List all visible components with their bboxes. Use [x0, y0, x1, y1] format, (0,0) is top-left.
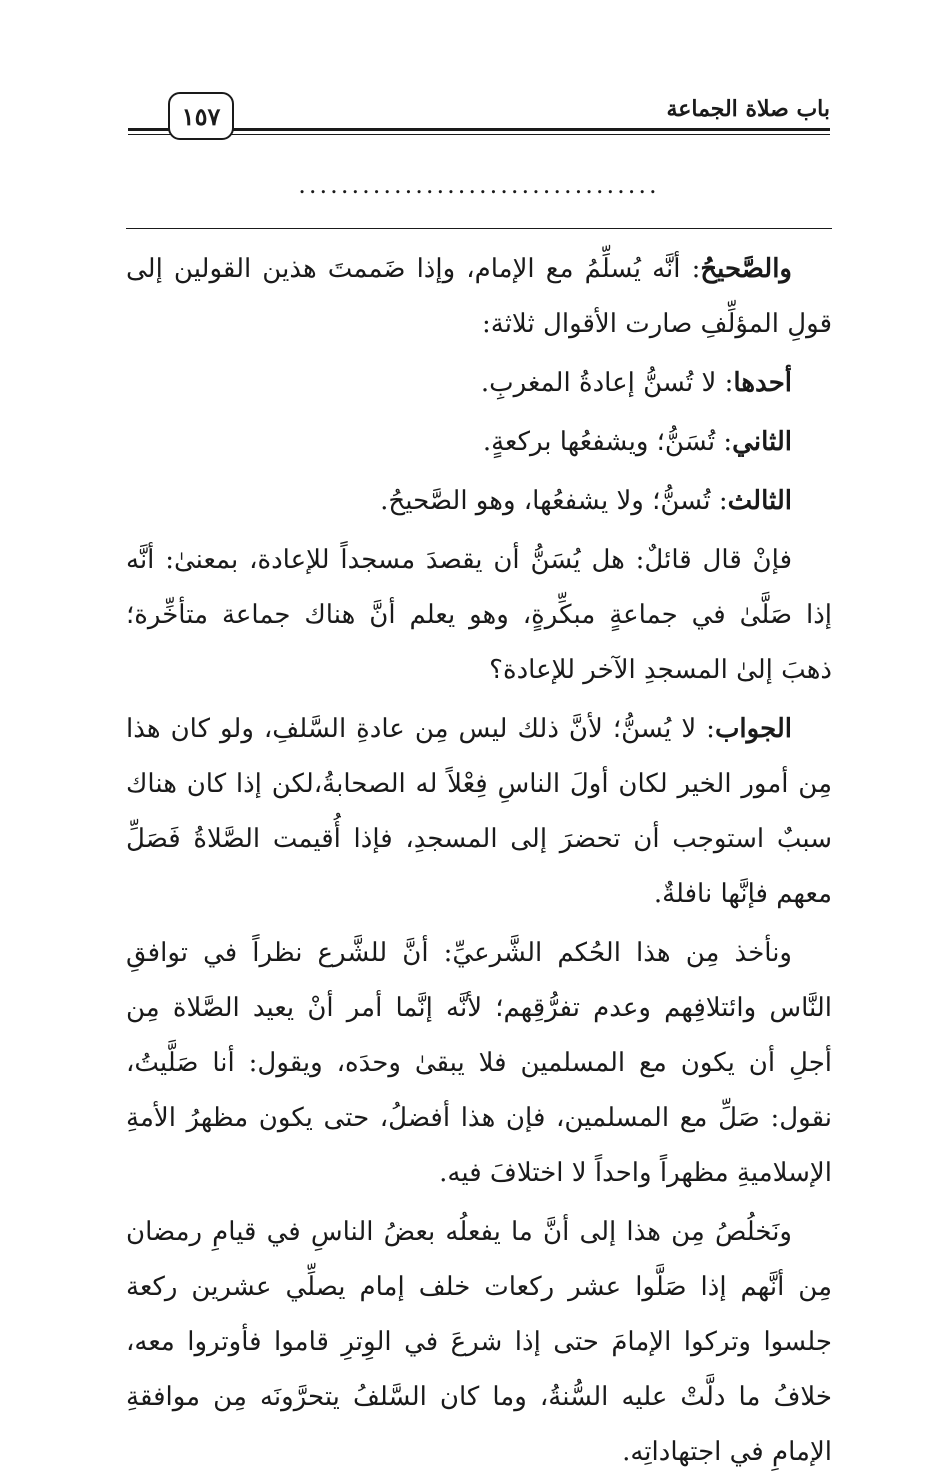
- page-header: [128, 92, 830, 152]
- dotted-line: ..................................: [298, 171, 660, 199]
- paragraph: [126, 702, 832, 922]
- paragraph-lead: أحدها: [733, 368, 792, 398]
- paragraph: [126, 242, 832, 352]
- separator-line: [126, 228, 832, 229]
- paragraph: [126, 356, 832, 411]
- paragraph-text: : أنَّه يُسلِّمُ مع الإمام، وإذا ضَممتَ هذين القولين إلى قولِ المؤلِّفِ صارت الأقوال ثلاثة:: [126, 254, 832, 339]
- paragraph-lead: الثاني: [732, 427, 792, 457]
- paragraph: [126, 415, 832, 470]
- page-number: ١٥٧: [168, 92, 234, 140]
- paragraph-text: ونأخذ مِن هذا الحُكم الشَّرعيِّ: أنَّ للشَّرع نظراً في توافقِ النَّاس وائتلافِهم وعدم تفرُّقِهم؛ لأنَّه إنَّما أمر أنْ يعيد الصَّلاة مِن أجلِ أن يكون مع المسلمين فلا يبقىٰ وحدَه، ويقول: أنا صَلَّيتُ، نقول: صَلِّ مع المسلمين، فإن هذا أفضلُ، حتى يكون مظهرُ الأمةِ الإسلاميةِ مظهراً واحداً لا اختلافَ فيه.: [126, 938, 832, 1188]
- paragraph: [126, 474, 832, 529]
- paragraph-text: فإنْ قال قائلٌ: هل يُسَنُّ أن يقصدَ مسجداً للإعادة، بمعنىٰ: أنَّه إذا صَلَّىٰ في جماعةٍ مبكِّرةٍ، وهو يعلم أنَّ هناك جماعة متأخِّرة؛ ذهبَ إلىٰ المسجدِ الآخر للإعادة؟: [126, 545, 832, 685]
- header-rule-thin: [128, 134, 830, 135]
- paragraph-lead: الثالث: [727, 486, 792, 516]
- paragraph-lead: والصَّحيحُ: [700, 254, 792, 284]
- paragraph-text: : تُسنُّ؛ ولا يشفعُها، وهو الصَّحيحُ.: [380, 486, 728, 516]
- paragraph-text: : تُسَنُّ؛ ويشفعُها بركعةٍ.: [482, 427, 733, 457]
- paragraph-text: ونَخلُصُ مِن هذا إلى أنَّ ما يفعلُه بعضُ الناسِ في قيامِ رمضان مِن أنَّهم إذا صَلَّوا عشر ركعات خلف إمام يصلِّي عشرين ركعة جلسوا وتركوا الإمامَ حتى إذا شرعَ في الوِترِ قاموا فأوتروا معه، خلافُ ما دلَّتْ عليه السُّنةُ، وما كان السَّلفُ يتحرَّونَه مِن موافقةِ الإمامِ في اجتهاداتِه.: [126, 1217, 832, 1467]
- paragraph: [126, 533, 832, 698]
- paragraph: [126, 1205, 832, 1480]
- chapter-title: باب صلاة الجماعة: [666, 96, 830, 122]
- paragraph-text: : لا يُسنُّ؛ لأنَّ ذلك ليس مِن عادةِ السَّلفِ، ولو كان هذا مِن أمور الخير لكان أولَ الناسِ فِعْلاً له الصحابةُ،لكن إذا كان هناك سببٌ استوجب أن تحضرَ إلى المسجدِ، فإذا أُقيمت الصَّلاةُ فَصَلِّ معهم فإنَّها نافلةٌ.: [126, 714, 832, 909]
- main-text: [126, 242, 832, 1484]
- paragraph-lead: الجواب: [714, 714, 792, 744]
- paragraph: [126, 926, 832, 1201]
- paragraph-text: : لا تُسنُّ إعادةُ المغربِ.: [480, 368, 734, 398]
